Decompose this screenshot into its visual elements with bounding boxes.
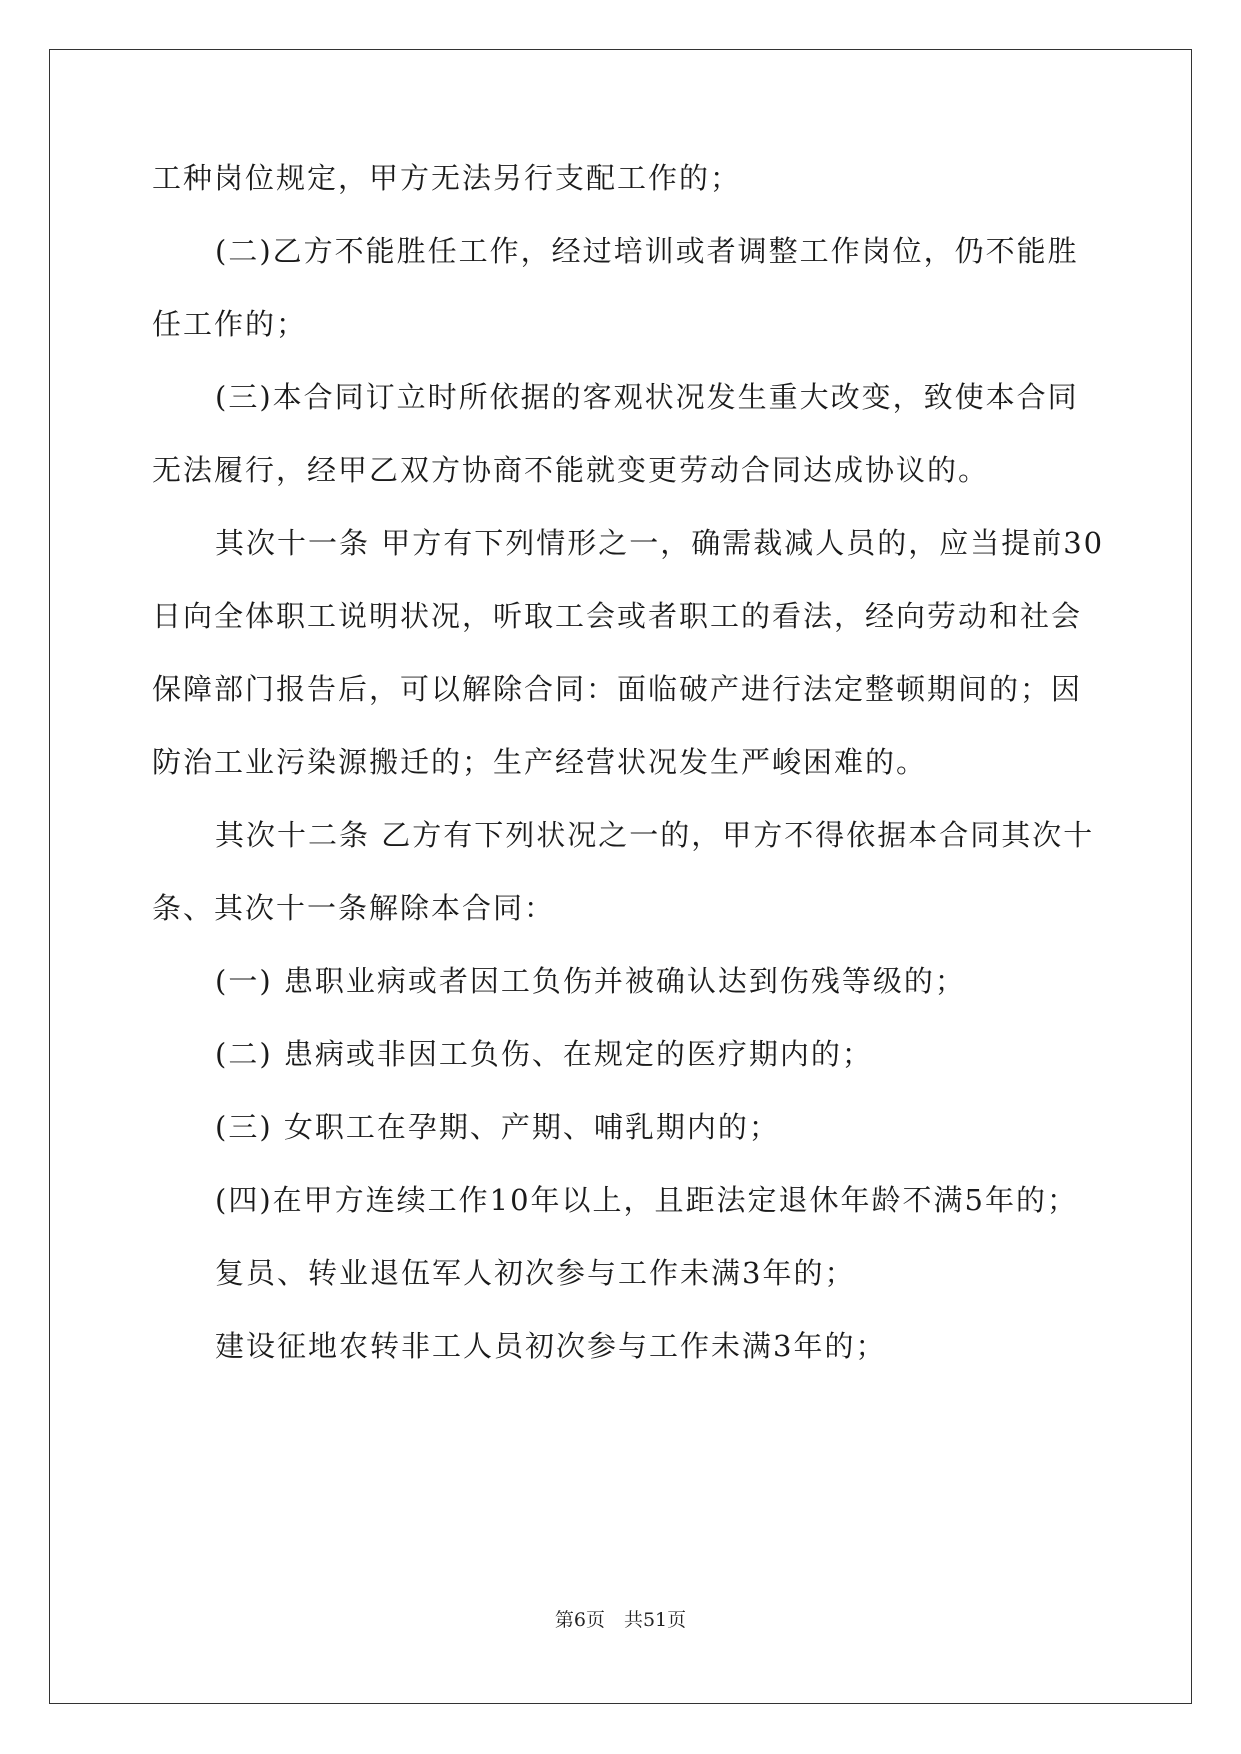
text-line: (三)本合同订立时所依据的客观状况发生重大改变，致使本合同	[215, 380, 1079, 414]
text-line: 防治工业污染源搬迁的；生产经营状况发生严峻困难的。	[152, 745, 928, 779]
text-line: 条、其次十一条解除本合同：	[152, 891, 556, 925]
text-line: (四)在甲方连续工作10年以上，且距法定退休年龄不满5年的；	[215, 1183, 1078, 1217]
text-line: 无法履行，经甲乙双方协商不能就变更劳动合同达成协议的。	[152, 453, 990, 487]
text-line: (一) 患职业病或者因工负伤并被确认达到伤残等级的；	[215, 964, 966, 998]
text-line: 其次十一条 甲方有下列情形之一，确需裁减人员的，应当提前30	[215, 526, 1105, 560]
text-line: 复员、转业退伍军人初次参与工作未满3年的；	[215, 1256, 856, 1290]
text-line: 建设征地农转非工人员初次参与工作未满3年的；	[215, 1329, 887, 1363]
text-line: (三) 女职工在孕期、产期、哺乳期内的；	[215, 1110, 780, 1144]
text-line: 工种岗位规定，甲方无法另行支配工作的；	[152, 161, 742, 195]
text-line: (二) 患病或非因工负伤、在规定的医疗期内的；	[215, 1037, 873, 1071]
page-border	[49, 49, 1192, 1704]
page-footer: 第6页 共51页	[554, 1609, 687, 1631]
text-line: 保障部门报告后，可以解除合同：面临破产进行法定整顿期间的；因	[152, 672, 1083, 706]
text-line: (二)乙方不能胜任工作，经过培训或者调整工作岗位，仍不能胜	[215, 234, 1079, 268]
text-line: 日向全体职工说明状况，听取工会或者职工的看法，经向劳动和社会	[152, 599, 1083, 633]
text-line: 其次十二条 乙方有下列状况之一的，甲方不得依据本合同其次十	[215, 818, 1095, 852]
text-line: 任工作的；	[152, 307, 308, 341]
